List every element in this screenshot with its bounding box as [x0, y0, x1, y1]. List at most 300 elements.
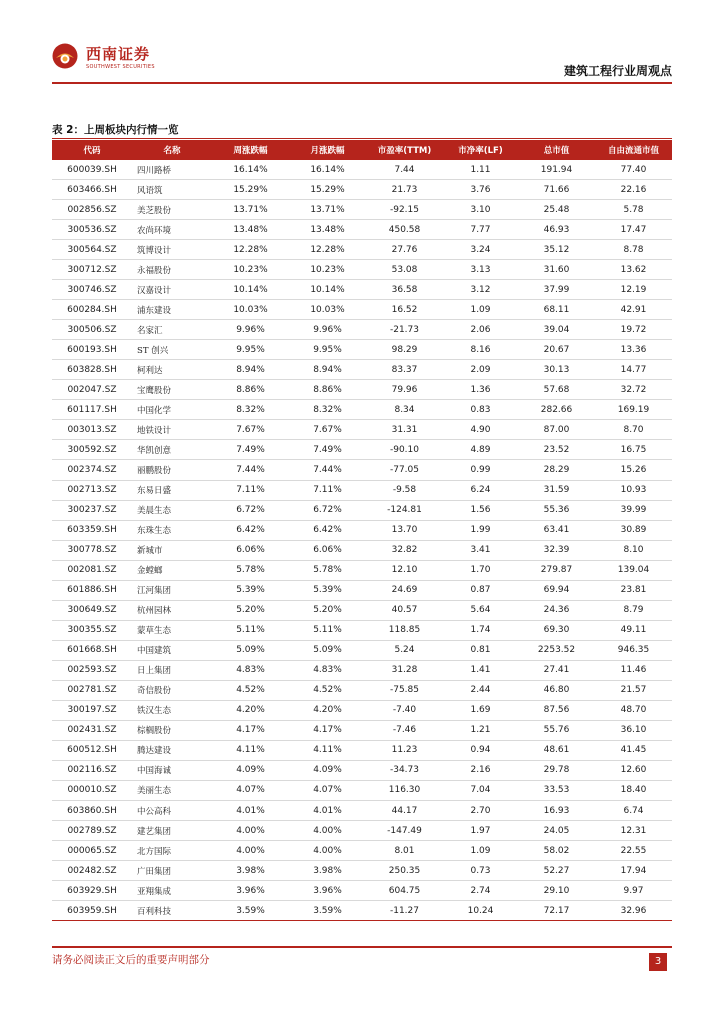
table-row: [52, 480, 672, 500]
cell-free-float-market-cap: 139.04: [595, 560, 672, 580]
cell-code: 300237.SZ: [52, 500, 132, 520]
cell-free-float-market-cap: 18.40: [595, 780, 672, 800]
cell-weekly-change: 8.94%: [212, 360, 289, 380]
cell-code: 600284.SH: [52, 300, 132, 320]
cell-monthly-change: 13.48%: [289, 220, 366, 240]
table-row: [52, 440, 672, 460]
table-row: [52, 540, 672, 560]
cell-code: 601886.SH: [52, 580, 132, 600]
cell-name: [132, 780, 212, 800]
cell-pb-lf: 10.24: [443, 901, 518, 921]
table-row: [52, 500, 672, 520]
table-row: [52, 640, 672, 660]
cell-free-float-market-cap: 42.91: [595, 300, 672, 320]
cell-pe-ttm: -75.85: [366, 680, 443, 700]
cell-name: [132, 160, 212, 180]
stock-name-text: 柯利达: [137, 365, 163, 376]
cell-free-float-market-cap: 17.94: [595, 861, 672, 881]
cell-free-float-market-cap: 30.89: [595, 520, 672, 540]
cell-name: [132, 700, 212, 720]
cell-pe-ttm: 32.82: [366, 540, 443, 560]
cell-pe-ttm: -21.73: [366, 320, 443, 340]
cell-name: [132, 340, 212, 360]
cell-weekly-change: 8.86%: [212, 380, 289, 400]
table-row: [52, 300, 672, 320]
cell-pb-lf: 6.24: [443, 480, 518, 500]
cell-total-market-cap: 48.61: [518, 740, 595, 760]
table-row: [52, 720, 672, 740]
cell-code: 300649.SZ: [52, 600, 132, 620]
table-row: [52, 841, 672, 861]
header-pe-ttm: 市盈率(TTM): [366, 140, 443, 160]
cell-pe-ttm: 5.24: [366, 640, 443, 660]
cell-monthly-change: 7.67%: [289, 420, 366, 440]
cell-name: [132, 500, 212, 520]
cell-pe-ttm: 250.35: [366, 861, 443, 881]
stock-name-text: ST 创兴: [137, 345, 169, 356]
cell-total-market-cap: 52.27: [518, 861, 595, 881]
table-row: [52, 420, 672, 440]
table-row: [52, 580, 672, 600]
cell-monthly-change: 16.14%: [289, 160, 366, 180]
header-weekly-change: 周涨跌幅: [212, 140, 289, 160]
cell-pe-ttm: 118.85: [366, 620, 443, 640]
cell-free-float-market-cap: 39.99: [595, 500, 672, 520]
cell-pe-ttm: 44.17: [366, 801, 443, 821]
stock-name-text: 中公高科: [137, 806, 172, 817]
cell-total-market-cap: 46.80: [518, 680, 595, 700]
cell-monthly-change: 4.83%: [289, 660, 366, 680]
cell-pb-lf: 1.36: [443, 380, 518, 400]
cell-free-float-market-cap: 12.60: [595, 760, 672, 780]
cell-name: [132, 280, 212, 300]
cell-monthly-change: 8.86%: [289, 380, 366, 400]
cell-code: 603860.SH: [52, 801, 132, 821]
cell-total-market-cap: 191.94: [518, 160, 595, 180]
stock-name-text: 美晨生态: [137, 506, 172, 517]
cell-total-market-cap: 37.99: [518, 280, 595, 300]
stock-name-text: 浦东建设: [137, 305, 172, 316]
stock-name-text: 永福股份: [137, 265, 172, 276]
cell-monthly-change: 5.11%: [289, 620, 366, 640]
header-divider: [52, 82, 672, 84]
cell-pe-ttm: -147.49: [366, 821, 443, 841]
cell-pe-ttm: 16.52: [366, 300, 443, 320]
cell-monthly-change: 3.98%: [289, 861, 366, 881]
cell-monthly-change: 9.95%: [289, 340, 366, 360]
cell-monthly-change: 10.14%: [289, 280, 366, 300]
stock-name-text: 汉嘉设计: [137, 285, 172, 296]
table-row: [52, 760, 672, 780]
stock-name-text: 美芝股份: [137, 205, 172, 216]
cell-free-float-market-cap: 946.35: [595, 640, 672, 660]
cell-weekly-change: 9.96%: [212, 320, 289, 340]
cell-name: [132, 841, 212, 861]
cell-weekly-change: 9.95%: [212, 340, 289, 360]
cell-name: [132, 220, 212, 240]
cell-total-market-cap: 24.05: [518, 821, 595, 841]
cell-weekly-change: 6.06%: [212, 540, 289, 560]
cell-free-float-market-cap: 23.81: [595, 580, 672, 600]
cell-weekly-change: 10.23%: [212, 260, 289, 280]
cell-weekly-change: 4.00%: [212, 841, 289, 861]
cell-code: 600512.SH: [52, 740, 132, 760]
cell-code: 603828.SH: [52, 360, 132, 380]
table-row: [52, 821, 672, 841]
cell-monthly-change: 6.06%: [289, 540, 366, 560]
cell-weekly-change: 3.98%: [212, 861, 289, 881]
table-row: [52, 700, 672, 720]
stock-name-text: 中国化学: [137, 405, 172, 416]
cell-name: [132, 861, 212, 881]
cell-free-float-market-cap: 19.72: [595, 320, 672, 340]
stock-name-text: 广田集团: [137, 866, 172, 877]
cell-pb-lf: 3.13: [443, 260, 518, 280]
stock-name-text: 中国海诚: [137, 766, 172, 777]
cell-free-float-market-cap: 32.96: [595, 901, 672, 921]
cell-name: [132, 400, 212, 420]
table-row: [52, 660, 672, 680]
sector-performance-table: [52, 140, 672, 921]
cell-pe-ttm: 450.58: [366, 220, 443, 240]
cell-total-market-cap: 30.13: [518, 360, 595, 380]
stock-name-text: 丽鹏股份: [137, 465, 172, 476]
cell-free-float-market-cap: 8.10: [595, 540, 672, 560]
cell-total-market-cap: 69.30: [518, 620, 595, 640]
cell-pb-lf: 1.21: [443, 720, 518, 740]
cell-name: [132, 260, 212, 280]
cell-weekly-change: 5.39%: [212, 580, 289, 600]
cell-total-market-cap: 46.93: [518, 220, 595, 240]
cell-total-market-cap: 279.87: [518, 560, 595, 580]
cell-free-float-market-cap: 8.79: [595, 600, 672, 620]
cell-pe-ttm: 21.73: [366, 180, 443, 200]
cell-total-market-cap: 69.94: [518, 580, 595, 600]
table-row: [52, 360, 672, 380]
cell-code: 300355.SZ: [52, 620, 132, 640]
stock-name-text: 北方国际: [137, 846, 172, 857]
cell-weekly-change: 7.67%: [212, 420, 289, 440]
header-monthly-change: 月涨跌幅: [289, 140, 366, 160]
table-row: [52, 780, 672, 800]
cell-free-float-market-cap: 48.70: [595, 700, 672, 720]
cell-name: [132, 560, 212, 580]
cell-total-market-cap: 58.02: [518, 841, 595, 861]
header-total-market-cap: 总市值: [518, 140, 595, 160]
stock-name-text: 东珠生态: [137, 526, 172, 537]
table-row: [52, 200, 672, 220]
cell-total-market-cap: 68.11: [518, 300, 595, 320]
page-number: 3: [649, 953, 667, 971]
cell-pb-lf: 0.94: [443, 740, 518, 760]
table-row: [52, 160, 672, 180]
table-row: [52, 881, 672, 901]
cell-name: [132, 520, 212, 540]
cell-pb-lf: 1.41: [443, 660, 518, 680]
stock-name-text: 华凯创意: [137, 445, 172, 456]
cell-weekly-change: 4.07%: [212, 780, 289, 800]
cell-total-market-cap: 23.52: [518, 440, 595, 460]
cell-weekly-change: 4.09%: [212, 760, 289, 780]
stock-name-text: 新城市: [137, 546, 163, 557]
cell-monthly-change: 5.39%: [289, 580, 366, 600]
cell-code: 003013.SZ: [52, 420, 132, 440]
cell-monthly-change: 13.71%: [289, 200, 366, 220]
footer-divider: [52, 946, 672, 948]
cell-weekly-change: 4.01%: [212, 801, 289, 821]
cell-total-market-cap: 28.29: [518, 460, 595, 480]
cell-monthly-change: 10.23%: [289, 260, 366, 280]
cell-pb-lf: 7.04: [443, 780, 518, 800]
cell-total-market-cap: 31.59: [518, 480, 595, 500]
cell-name: [132, 580, 212, 600]
cell-pb-lf: 0.81: [443, 640, 518, 660]
cell-pb-lf: 1.97: [443, 821, 518, 841]
stock-name-text: 风语筑: [137, 185, 163, 196]
cell-code: 600193.SH: [52, 340, 132, 360]
cell-pe-ttm: -90.10: [366, 440, 443, 460]
cell-weekly-change: 8.32%: [212, 400, 289, 420]
cell-pe-ttm: -7.40: [366, 700, 443, 720]
cell-monthly-change: 4.01%: [289, 801, 366, 821]
cell-monthly-change: 6.72%: [289, 500, 366, 520]
cell-total-market-cap: 87.56: [518, 700, 595, 720]
cell-pe-ttm: 53.08: [366, 260, 443, 280]
cell-pb-lf: 1.69: [443, 700, 518, 720]
cell-total-market-cap: 55.76: [518, 720, 595, 740]
cell-pe-ttm: 40.57: [366, 600, 443, 620]
cell-pe-ttm: 116.30: [366, 780, 443, 800]
cell-name: [132, 640, 212, 660]
cell-total-market-cap: 29.78: [518, 760, 595, 780]
cell-free-float-market-cap: 32.72: [595, 380, 672, 400]
stock-name-text: 中国建筑: [137, 646, 172, 657]
cell-monthly-change: 4.20%: [289, 700, 366, 720]
cell-monthly-change: 4.00%: [289, 841, 366, 861]
cell-free-float-market-cap: 13.62: [595, 260, 672, 280]
header-pb-lf: 市净率(LF): [443, 140, 518, 160]
stock-name-text: 蒙草生态: [137, 626, 172, 637]
cell-pb-lf: 2.44: [443, 680, 518, 700]
cell-code: 601117.SH: [52, 400, 132, 420]
cell-monthly-change: 5.78%: [289, 560, 366, 580]
cell-free-float-market-cap: 12.31: [595, 821, 672, 841]
cell-pb-lf: 0.73: [443, 861, 518, 881]
cell-weekly-change: 4.00%: [212, 821, 289, 841]
cell-weekly-change: 4.83%: [212, 660, 289, 680]
brand-name: 西南证券: [86, 45, 151, 63]
cell-free-float-market-cap: 41.45: [595, 740, 672, 760]
cell-code: 002431.SZ: [52, 720, 132, 740]
cell-free-float-market-cap: 169.19: [595, 400, 672, 420]
header-free-float-market-cap: 自由流通市值: [595, 140, 672, 160]
cell-pe-ttm: 36.58: [366, 280, 443, 300]
cell-code: 002856.SZ: [52, 200, 132, 220]
cell-monthly-change: 4.17%: [289, 720, 366, 740]
cell-name: [132, 300, 212, 320]
cell-monthly-change: 7.49%: [289, 440, 366, 460]
cell-name: [132, 881, 212, 901]
cell-monthly-change: 15.29%: [289, 180, 366, 200]
cell-pb-lf: 2.74: [443, 881, 518, 901]
stock-name-text: 地铁设计: [137, 425, 172, 436]
cell-code: 603466.SH: [52, 180, 132, 200]
cell-name: [132, 440, 212, 460]
cell-pb-lf: 3.12: [443, 280, 518, 300]
cell-weekly-change: 5.78%: [212, 560, 289, 580]
stock-name-text: 金螳螂: [137, 566, 163, 577]
cell-monthly-change: 8.94%: [289, 360, 366, 380]
cell-pb-lf: 2.06: [443, 320, 518, 340]
cell-weekly-change: 10.03%: [212, 300, 289, 320]
cell-total-market-cap: 20.67: [518, 340, 595, 360]
stock-name-text: 日上集团: [137, 666, 172, 677]
cell-name: [132, 420, 212, 440]
southwest-securities-logo-icon: [52, 43, 78, 69]
cell-pe-ttm: -7.46: [366, 720, 443, 740]
cell-name: [132, 620, 212, 640]
cell-total-market-cap: 87.00: [518, 420, 595, 440]
cell-pe-ttm: 604.75: [366, 881, 443, 901]
cell-code: 000010.SZ: [52, 780, 132, 800]
stock-name-text: 四川路桥: [137, 165, 172, 176]
cell-total-market-cap: 282.66: [518, 400, 595, 420]
cell-total-market-cap: 35.12: [518, 240, 595, 260]
cell-pb-lf: 1.09: [443, 841, 518, 861]
cell-pb-lf: 1.99: [443, 520, 518, 540]
cell-name: [132, 720, 212, 740]
cell-pb-lf: 1.70: [443, 560, 518, 580]
cell-name: [132, 801, 212, 821]
cell-name: [132, 540, 212, 560]
cell-pb-lf: 2.70: [443, 801, 518, 821]
table-row: [52, 560, 672, 580]
header-code: 代码: [52, 140, 132, 160]
stock-name-text: 筑博设计: [137, 245, 172, 256]
cell-pb-lf: 1.56: [443, 500, 518, 520]
cell-name: [132, 660, 212, 680]
table-row: [52, 220, 672, 240]
stock-name-text: 江河集团: [137, 586, 172, 597]
table-row: [52, 740, 672, 760]
cell-pe-ttm: -9.58: [366, 480, 443, 500]
cell-monthly-change: 12.28%: [289, 240, 366, 260]
cell-name: [132, 821, 212, 841]
cell-code: 002713.SZ: [52, 480, 132, 500]
cell-total-market-cap: 24.36: [518, 600, 595, 620]
cell-pe-ttm: 12.10: [366, 560, 443, 580]
cell-pe-ttm: 79.96: [366, 380, 443, 400]
cell-code: 300778.SZ: [52, 540, 132, 560]
cell-pe-ttm: 83.37: [366, 360, 443, 380]
table-title: 表 2：上周板块内行情一览: [52, 124, 179, 136]
table-row: [52, 861, 672, 881]
cell-free-float-market-cap: 21.57: [595, 680, 672, 700]
cell-pb-lf: 7.77: [443, 220, 518, 240]
table-row: [52, 520, 672, 540]
report-title: 建筑工程行业周观点: [563, 64, 672, 78]
cell-weekly-change: 6.72%: [212, 500, 289, 520]
cell-monthly-change: 4.11%: [289, 740, 366, 760]
stock-name-text: 亚翔集成: [137, 886, 172, 897]
table-row: [52, 260, 672, 280]
cell-name: [132, 320, 212, 340]
cell-code: 002047.SZ: [52, 380, 132, 400]
cell-pe-ttm: 7.44: [366, 160, 443, 180]
cell-free-float-market-cap: 9.97: [595, 881, 672, 901]
cell-total-market-cap: 57.68: [518, 380, 595, 400]
cell-code: 002781.SZ: [52, 680, 132, 700]
cell-pe-ttm: 8.34: [366, 400, 443, 420]
cell-free-float-market-cap: 8.70: [595, 420, 672, 440]
cell-code: 002482.SZ: [52, 861, 132, 881]
cell-pb-lf: 0.99: [443, 460, 518, 480]
cell-weekly-change: 12.28%: [212, 240, 289, 260]
cell-pe-ttm: 13.70: [366, 520, 443, 540]
stock-name-text: 腾达建设: [137, 746, 172, 757]
table-row: [52, 240, 672, 260]
cell-pb-lf: 3.76: [443, 180, 518, 200]
cell-name: [132, 680, 212, 700]
cell-monthly-change: 8.32%: [289, 400, 366, 420]
table-row: [52, 600, 672, 620]
cell-name: [132, 760, 212, 780]
cell-weekly-change: 7.11%: [212, 480, 289, 500]
cell-monthly-change: 7.44%: [289, 460, 366, 480]
cell-code: 300506.SZ: [52, 320, 132, 340]
cell-weekly-change: 4.11%: [212, 740, 289, 760]
cell-total-market-cap: 2253.52: [518, 640, 595, 660]
cell-total-market-cap: 63.41: [518, 520, 595, 540]
cell-free-float-market-cap: 8.78: [595, 240, 672, 260]
cell-pe-ttm: -34.73: [366, 760, 443, 780]
cell-pb-lf: 8.16: [443, 340, 518, 360]
stock-name-text: 百利科技: [137, 906, 172, 917]
cell-weekly-change: 16.14%: [212, 160, 289, 180]
cell-weekly-change: 7.44%: [212, 460, 289, 480]
cell-monthly-change: 3.59%: [289, 901, 366, 921]
table-row: [52, 680, 672, 700]
page-header: [52, 40, 672, 82]
table-title-divider: [52, 138, 672, 139]
cell-free-float-market-cap: 5.78: [595, 200, 672, 220]
table-row: [52, 280, 672, 300]
cell-total-market-cap: 32.39: [518, 540, 595, 560]
stock-name-text: 棕榈股份: [137, 726, 172, 737]
cell-pb-lf: 5.64: [443, 600, 518, 620]
cell-monthly-change: 4.09%: [289, 760, 366, 780]
cell-pb-lf: 2.09: [443, 360, 518, 380]
cell-total-market-cap: 25.48: [518, 200, 595, 220]
cell-weekly-change: 3.96%: [212, 881, 289, 901]
header-name: 名称: [132, 140, 212, 160]
table-row: [52, 801, 672, 821]
table-row: [52, 380, 672, 400]
brand-name-en: SOUTHWEST SECURITIES: [86, 64, 155, 70]
cell-code: 300592.SZ: [52, 440, 132, 460]
table-row: [52, 901, 672, 921]
cell-code: 002789.SZ: [52, 821, 132, 841]
cell-pb-lf: 3.10: [443, 200, 518, 220]
cell-weekly-change: 3.59%: [212, 901, 289, 921]
cell-weekly-change: 6.42%: [212, 520, 289, 540]
table-row: [52, 320, 672, 340]
cell-code: 002374.SZ: [52, 460, 132, 480]
cell-weekly-change: 13.48%: [212, 220, 289, 240]
cell-code: 603929.SH: [52, 881, 132, 901]
cell-free-float-market-cap: 22.16: [595, 180, 672, 200]
cell-total-market-cap: 29.10: [518, 881, 595, 901]
